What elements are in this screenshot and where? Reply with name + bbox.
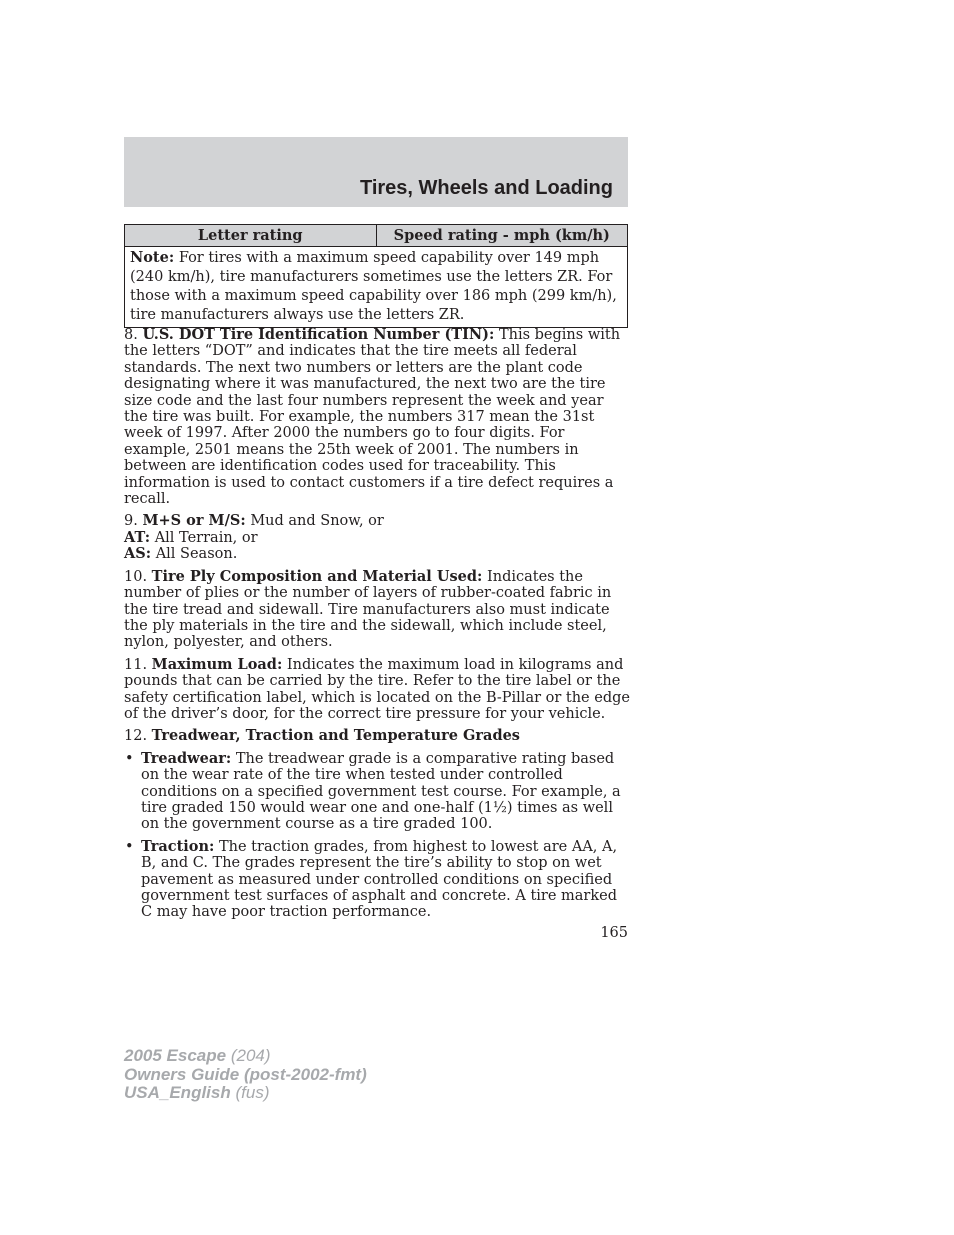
grades-list bbox=[124, 751, 630, 921]
list-item-treadwear bbox=[124, 751, 630, 833]
table-header-speed-rating: Speed rating - mph (km/h) bbox=[376, 225, 628, 247]
page-title: Tires, Wheels and Loading bbox=[359, 177, 613, 199]
section-9-at-label: AT: bbox=[124, 528, 151, 546]
speed-rating-table bbox=[124, 224, 628, 328]
section-9 bbox=[124, 513, 630, 562]
bullet-icon: • bbox=[125, 838, 134, 855]
section-8-number: 8. bbox=[124, 327, 138, 343]
note-label: Note: bbox=[130, 249, 175, 266]
list-item-traction bbox=[124, 839, 630, 921]
table-note-cell bbox=[125, 247, 628, 328]
footer bbox=[124, 1047, 367, 1103]
section-9-as-label: AS: bbox=[124, 545, 152, 563]
section-10 bbox=[124, 569, 630, 651]
footer-language-code: (fus) bbox=[235, 1083, 270, 1102]
table-header-letter-rating: Letter rating bbox=[125, 225, 377, 247]
section-11-text: Indicates the maximum load in kilograms and pounds that can be carried by the tire. Refer to the tire label or the safety certification label, which is located on the B-Pillar or the edge of the driver’s door, for the correct tire pressure for your vehicle. bbox=[124, 656, 630, 722]
treadwear-label: Treadwear: bbox=[141, 749, 232, 767]
section-11-title: Maximum Load: bbox=[151, 655, 283, 673]
section-9-title: M+S or M/S: bbox=[142, 512, 246, 530]
section-9-at-text: All Terrain, or bbox=[154, 529, 258, 546]
treadwear-text: The treadwear grade is a comparative rating based on the wear rate of the tire when tested under controlled conditions on a specified government test course. For example, a tire graded 150 would wear one and one-half (1½) times as well on the government course as a tire graded 100. bbox=[141, 750, 621, 833]
traction-label: Traction: bbox=[141, 837, 215, 855]
note-text: For tires with a maximum speed capability over 149 mph (240 km/h), tire manufacturers sometimes use the letters ZR. For those with a maximum speed capability over 186 mph (299 km/h), tire manufacturers always use the letters ZR. bbox=[130, 250, 617, 323]
section-8-text: This begins with the letters “DOT” and indicates that the tire meets all federal standards. The next two numbers or letters are the plant code designating where it was manufactured, the next two are the tire size code and the last four numbers represent the week and year the tire was built. For example, the numbers 317 mean the 31st week of 1997. After 2000 the numbers go to four digits. For example, 2501 means the 25th week of 2001. The numbers in between are identification codes used for traceability. This information is used to contact customers if a tire defect requires a recall. bbox=[124, 327, 621, 508]
table-note-row bbox=[125, 247, 628, 328]
table-header-row bbox=[125, 225, 628, 247]
section-8-title: U.S. DOT Tire Identification Number (TIN): bbox=[142, 326, 495, 343]
page-number: 165 bbox=[600, 925, 628, 941]
traction-text: The traction grades, from highest to lowest are AA, A, B, and C. The grades represent the tire’s ability to stop on wet pavement as measured under controlled conditions on specified government test surfaces of asphalt and concrete. A tire marked C may have poor traction performance. bbox=[141, 838, 618, 921]
footer-line-2 bbox=[124, 1066, 367, 1085]
header-band bbox=[124, 137, 628, 207]
section-9-number: 9. bbox=[124, 513, 138, 530]
section-10-number: 10. bbox=[124, 568, 148, 585]
footer-line-1 bbox=[124, 1047, 367, 1066]
bullet-icon: • bbox=[125, 750, 134, 767]
footer-line-3 bbox=[124, 1084, 367, 1103]
footer-language: USA_English bbox=[124, 1083, 231, 1102]
main-content bbox=[124, 327, 630, 927]
section-9-text: Mud and Snow, or bbox=[250, 513, 384, 530]
footer-model-code: (204) bbox=[230, 1046, 271, 1065]
section-12 bbox=[124, 728, 630, 744]
section-11 bbox=[124, 657, 630, 723]
section-10-text: Indicates the number of plies or the number of layers of rubber-coated fabric in the tire tread and sidewall. Tire manufacturers also must indicate the ply materials in the tire and the sidewall, which include steel, nylon, polyester, and others. bbox=[124, 568, 612, 651]
section-8 bbox=[124, 327, 630, 507]
section-12-title: Treadwear, Traction and Temperature Grades bbox=[151, 727, 520, 745]
section-11-number: 11. bbox=[124, 656, 148, 673]
section-9-as-text: All Season. bbox=[155, 546, 238, 563]
footer-guide: Owners Guide (post-2002-fmt) bbox=[124, 1064, 367, 1084]
section-10-title: Tire Ply Composition and Material Used: bbox=[151, 567, 483, 585]
footer-model: 2005 Escape bbox=[124, 1046, 227, 1065]
section-12-number: 12. bbox=[124, 728, 148, 745]
